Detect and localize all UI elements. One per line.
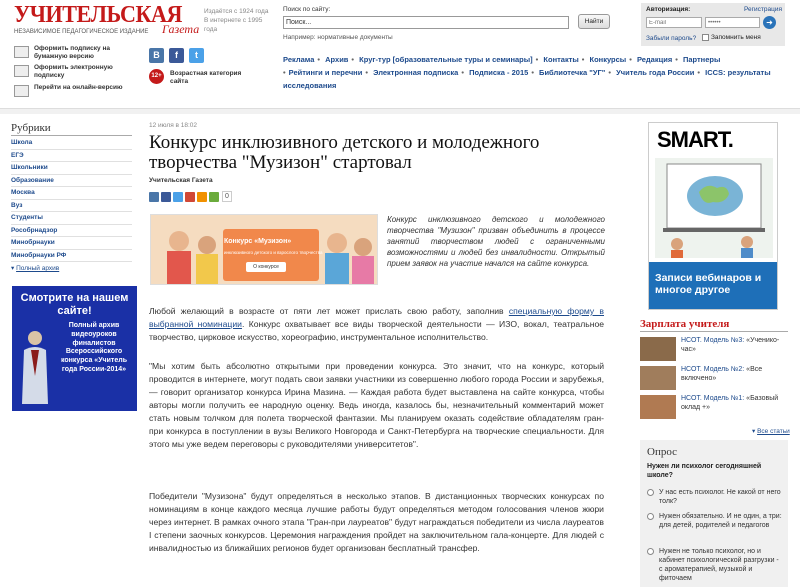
banner-heading: Смотрите на нашем сайте! — [20, 292, 129, 317]
all-salary-articles-link[interactable]: ▾ Все статьи — [752, 428, 790, 435]
facebook-icon[interactable]: f — [169, 48, 184, 63]
salary-item[interactable] — [640, 335, 788, 362]
nav-subscription-2015[interactable]: Подписка - 2015 — [469, 68, 529, 77]
nav-contests[interactable]: Конкурсы — [589, 55, 627, 64]
search-label: Поиск по сайту: — [283, 6, 331, 13]
search-input[interactable] — [283, 16, 569, 29]
radio-button[interactable] — [647, 548, 654, 555]
poll-option-label: Нужен обязательно. И не один, а три: для детей, родителей и педагогов — [659, 513, 782, 529]
rubric-item[interactable]: Москва — [11, 187, 132, 200]
twitter-icon[interactable]: t — [189, 48, 204, 63]
main-nav: Реклама • Архив • Круг-тур [образовательные туры и семинары] • Контакты • Конкурсы • Редакция • Партнеры • Рейтинги и перечни • Электронная подписка • Подписка - 2015 • Библиотечка "УГ" • Учитель года России • ICCS: результаты исследования — [283, 55, 771, 90]
article-date: 12 июля в 18:02 — [149, 122, 198, 129]
site-logo[interactable] — [14, 3, 198, 41]
thumbnail-classroom-icon — [640, 337, 676, 361]
monitor-icon — [14, 85, 29, 97]
article-paragraph-3: Победители "Музизона" будут определяться в несколько этапов. В дистанционных творческих конкурсах по номинациям в конце каждого месяца лучшие работы будут определяться методом голосования членов жюри через интернет. В рамках очного этапа "Гран-при лауреатов" будут награждаться победители из числа лауреатов I степени заочных конкурсов. Церемония награждения пройдет на заключительном гала-концерте. Для людей с инвалидностью из ближайших регионов будет организован бесплатный трансфер. — [149, 491, 604, 553]
full-archive-link[interactable]: ▾ Полный архив — [11, 265, 60, 272]
rubrics-heading: Рубрики — [11, 122, 51, 134]
promo-online[interactable] — [14, 84, 144, 97]
salary-divider — [640, 331, 788, 332]
article-photo — [150, 214, 378, 285]
logo-tagline: НЕЗАВИСИМОЕ ПЕДАГОГИЧЕСКОЕ ИЗДАНИЕ — [14, 29, 149, 35]
poll-question: Нужен ли психолог сегодняшней школе? — [647, 463, 762, 479]
nav-contacts[interactable]: Контакты — [543, 55, 579, 64]
all-articles-label: Все статьи — [757, 428, 790, 435]
promo-online-label: Перейти на онлайн-версию — [34, 84, 123, 91]
salary-item-link[interactable]: НСОТ. Модель №2: — [681, 366, 745, 373]
promo-paper[interactable] — [14, 45, 144, 61]
rubric-item[interactable]: Школа — [11, 137, 132, 150]
poll-heading: Опрос — [647, 446, 677, 458]
poll-option[interactable] — [647, 547, 783, 583]
vk-share-icon[interactable] — [149, 192, 159, 202]
forgot-password-link[interactable]: Забыли пароль? — [646, 35, 697, 42]
tablet-icon — [14, 65, 29, 77]
nav-krug-tur[interactable]: Круг-тур [образовательные туры и семинары] — [359, 55, 533, 64]
poll-option[interactable] — [647, 488, 783, 506]
smart-logo: SMART. — [657, 127, 733, 152]
search-example: Например: нормативные документы — [283, 34, 393, 41]
nav-iccs[interactable]: ICCS: результаты исследования — [283, 68, 771, 90]
article-source: Учительская Газета — [149, 177, 213, 184]
photo-title: Конкурс «Музизон» — [224, 238, 292, 245]
logo-main-text: УЧИТЕЛЬСКАЯ — [14, 2, 183, 28]
full-archive-label: Полный архив — [16, 265, 60, 272]
video-banner[interactable] — [12, 286, 137, 411]
salary-item-desc: «Ученико-час» — [681, 337, 780, 353]
salary-item[interactable] — [640, 393, 788, 420]
salary-item-desc: «Все включено» — [681, 366, 763, 382]
newspaper-icon — [14, 46, 29, 58]
nav-editorial[interactable]: Редакция — [636, 55, 673, 64]
poll-option-label: Нужен не только психолог, но и кабинет психологической разгрузки - с ароматерапией, музыкой и фиточаем — [659, 548, 779, 582]
rubric-item[interactable]: Образование — [11, 175, 132, 188]
nav-ratings[interactable]: Рейтинги и перечни — [288, 68, 363, 77]
salary-item-link[interactable]: НСОТ. Модель №1: — [681, 395, 745, 402]
poll-option-label: У нас есть психолог. Не какой от него толк? — [659, 489, 781, 505]
rubric-item[interactable]: Вуз — [11, 200, 132, 213]
photo-contest-button: О конкурсе — [246, 262, 286, 272]
promo-paper-label: Оформить подписку на бумажную версию — [34, 45, 110, 60]
promo-digital-label: Оформить электронную подписку — [34, 64, 113, 79]
poll-option[interactable] — [647, 512, 783, 530]
poll-panel — [640, 440, 788, 587]
remember-label: Запомнить меня — [711, 34, 761, 41]
salary-item-desc: «Базовый оклад +» — [681, 395, 779, 411]
salary-item-link[interactable]: НСОТ. Модель №3: — [681, 337, 745, 344]
article-lead: Конкурс инклюзивного детского и молодежного творчества "Музизон" призван объединить в процессе занятий творчеством людей с ограниченными возможностями и людей без инвалидности. Открытый прием заявок на участие начался на сайте конкурса. — [387, 215, 605, 268]
nav-teacher-of-year[interactable]: Учитель года России — [616, 68, 695, 77]
teacher-figure-icon — [18, 326, 52, 406]
rubric-item[interactable]: Студенты — [11, 212, 132, 225]
auth-title: Авторизация: — [646, 6, 691, 13]
password-field[interactable] — [705, 17, 760, 28]
smart-ad-banner[interactable] — [648, 122, 778, 310]
article-title: Конкурс инклюзивного детского и молодежного творчества "Музизон" стартовал — [149, 132, 540, 173]
email-field[interactable] — [646, 17, 702, 28]
article-paragraph-2: "Мы хотим быть абсолютно открытыми при проведении конкурса. Это значит, что на конкурс, который проводится в интернете, могут подать свои заявки участники из совершенно любого города России и зарубежья, — говорит организатор конкурса Ирина Мазина. — Каждая работа будет выставлена на сайте конкурса, чтобы авторы могли получить ее народную оценку. Ведь иногда, казалось бы, незначительный комментарий может стать новым толчком для полета творческой фантазии. Мы планируем оказать содействие обладателям гран-при конкурса в поступлении в вузы Великого Новгорода и Санкт-Петербурга на творческие специальности. Для этого мы уже ведем переговоры с руководителями университетов". — [149, 361, 604, 449]
nav-partners[interactable]: Партнеры — [682, 55, 721, 64]
nav-reklama[interactable]: Реклама — [283, 55, 315, 64]
twitter-share-icon[interactable] — [173, 192, 183, 202]
nav-e-subscription[interactable]: Электронная подписка — [373, 68, 459, 77]
remember-me[interactable] — [702, 34, 761, 41]
rubric-item[interactable]: ЕГЭ — [11, 150, 132, 163]
share-bar — [149, 192, 219, 202]
share-count: 0 — [222, 191, 232, 202]
p1-text-before: Любой желающий в возрасте от пяти лет может прислать свою работу, заполнив — [149, 306, 509, 316]
p1-text-after: . Конкурс охватывает все виды творческой деятельности — ИЗО, вокал, театральное творчество, цирковое искусство, хореографию, инструментальное исполнительство. — [149, 319, 604, 342]
facebook-share-icon[interactable] — [161, 192, 171, 202]
smartboard-image-icon — [655, 158, 773, 258]
since-print: Издаётся с 1924 года — [204, 8, 269, 15]
salary-heading: Зарплата учителя — [640, 318, 730, 330]
age-badge: 12+ — [149, 69, 164, 84]
remember-checkbox[interactable] — [702, 34, 709, 41]
rubric-item[interactable]: Минобрнауки РФ — [11, 250, 132, 263]
nav-archive[interactable]: Архив — [325, 55, 349, 64]
rubrics-divider — [11, 135, 132, 136]
age-category-text: Возрастная категория сайта — [170, 70, 242, 85]
salary-item-text — [681, 336, 788, 354]
auth-panel — [641, 3, 785, 46]
radio-button[interactable] — [647, 513, 654, 520]
rubric-item[interactable]: Школьники — [11, 162, 132, 175]
form-link[interactable]: специальную форму в выбранной номинации — [149, 306, 604, 329]
photo-subtitle: инклюзивного детского и взрослого творчества — [224, 250, 323, 255]
ad-caption: Записи вебинаров и многое другое — [649, 262, 777, 310]
salary-item-text — [681, 394, 788, 412]
thumbnail-students-icon — [640, 366, 676, 390]
register-link[interactable]: Регистрация — [744, 6, 782, 13]
since-web: В интернете с 1995 года — [204, 17, 263, 33]
login-arrow-icon[interactable]: ➜ — [763, 16, 776, 29]
article-paragraph-1 — [149, 305, 604, 344]
radio-button[interactable] — [647, 489, 654, 496]
logo-script-text: Газета — [162, 22, 200, 36]
thumbnail-teacher-icon — [640, 395, 676, 419]
search-button[interactable]: Найти — [578, 14, 610, 29]
rubric-item[interactable]: Минобрнауки — [11, 237, 132, 250]
since-info — [204, 7, 276, 34]
rubric-item[interactable]: Рособрнадзор — [11, 225, 132, 238]
plus-share-icon[interactable] — [209, 192, 219, 202]
nav-library[interactable]: Библиотечка "УГ" — [539, 68, 606, 77]
salary-item[interactable] — [640, 364, 788, 391]
odnoklassniki-share-icon[interactable] — [197, 192, 207, 202]
header-divider — [0, 108, 800, 114]
google-plus-share-icon[interactable] — [185, 192, 195, 202]
salary-item-text — [681, 365, 788, 383]
banner-body: Полный архив видеоуроков финалистов Всероссийского конкурса «Учитель года России-2014» — [61, 322, 127, 373]
vk-icon[interactable]: B — [149, 48, 164, 63]
promo-digital[interactable] — [14, 64, 138, 80]
